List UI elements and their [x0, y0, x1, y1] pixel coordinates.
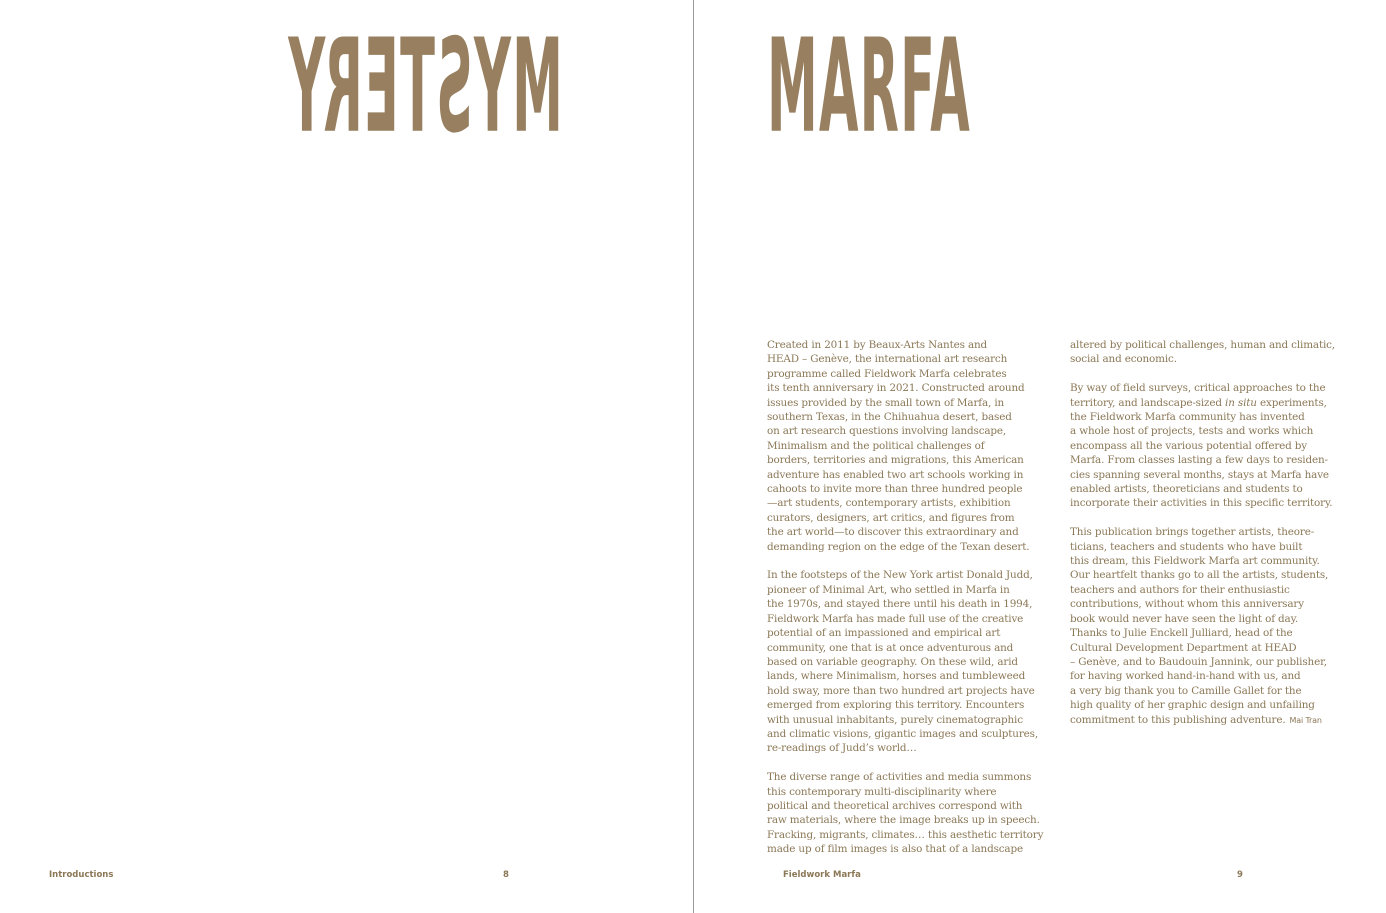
mirrored-headline: MYSTERY [287, 10, 563, 162]
page-number: 9 [1237, 870, 1243, 880]
paragraph: In the footsteps of the New York artist Donald Judd, pioneer of Minimal Art, who settled in Marfa in the 1970s, and stayed there until his death in 1994, Fieldwork Marfa has made full use of the creative potential of an impassioned and empirical art community, one that is at once adventurous and based on variable geography. On these wild, arid lands, where Minimalism, horses and tumbleweed hold sway, more than two hundred art projects have emerged from exploring this territory. Encounters with unusual inhabitants, purely cinematographic and climatic visions, gigantic images and sculptures, re-readings of Judd’s world… [767, 569, 1038, 755]
paragraph-text: experiments, the Fieldwork Marfa community has invented a whole host of projects, tests and works which encompass all the various potential offered by Marfa. From classes lasting a few days to residen- cies spanning several months, stays at Marfa have enabled artists, theoreticians and students to incorporate their activities in this specific territory. [1070, 396, 1333, 510]
paragraph-text: By way of field surveys, critical approaches to the territory, and landscape-sized [1070, 382, 1326, 409]
text-column-1 [767, 338, 1067, 871]
footer-section-title: Fieldwork Marfa [783, 870, 861, 880]
right-page [694, 0, 1386, 913]
paragraph-text: This publication brings together artists, theore- ticians, teachers and students who have built this dream, this Fieldwork Marfa art community. Our heartfelt thanks go to all the artists, students, teachers and authors for their enthusiastic contributions, without whom this anniversary book would never have seen the light of day. Thanks to Julie Enckell Julliard, head of the Cultural Development Department at HEAD – Genève, and to Baudouin Jannink, our publisher, for having worked hand-in-hand with us, and a very big thank you to Camille Gallet for the high quality of her graphic design and unfailing commitment to this publishing adventure. [1070, 526, 1329, 726]
footer-section-title: Introductions [49, 870, 114, 880]
paragraph: The diverse range of activities and media summons this contemporary multi-disciplinarity where political and theoretical archives correspond with raw materials, where the image breaks up in speech. Fracking, migrants, climates… this aesthetic territory made up of film images is also that of a landscape [767, 771, 1044, 856]
text-column-2 [1070, 338, 1370, 742]
paragraph: altered by political challenges, human and climatic, social and economic. [1070, 339, 1335, 366]
author-signature: Mai Tran [1289, 715, 1322, 725]
headline: MARFA [767, 10, 971, 162]
italic-term: in situ [1225, 396, 1257, 409]
page-number: 8 [503, 870, 509, 880]
paragraph [1070, 381, 1370, 511]
paragraph [1070, 525, 1370, 728]
paragraph: Created in 2011 by Beaux-Arts Nantes and HEAD – Genève, the international art research programme called Fieldwork Marfa celebrates its tenth anniversary in 2021. Constructed around issues provided by the small town of Marfa, in southern Texas, in the Chihuahua desert, based on art research questions involving landscape, Minimalism and the political challenges of borders, territories and migrations, this American adventure has enabled two art schools working in cahoots to invite more than three hundred people —art students, contemporary artists, exhibition curators, designers, art critics, and figures from the art world—to discover this extraordinary and demanding region on the edge of the Texan desert. [767, 339, 1030, 553]
